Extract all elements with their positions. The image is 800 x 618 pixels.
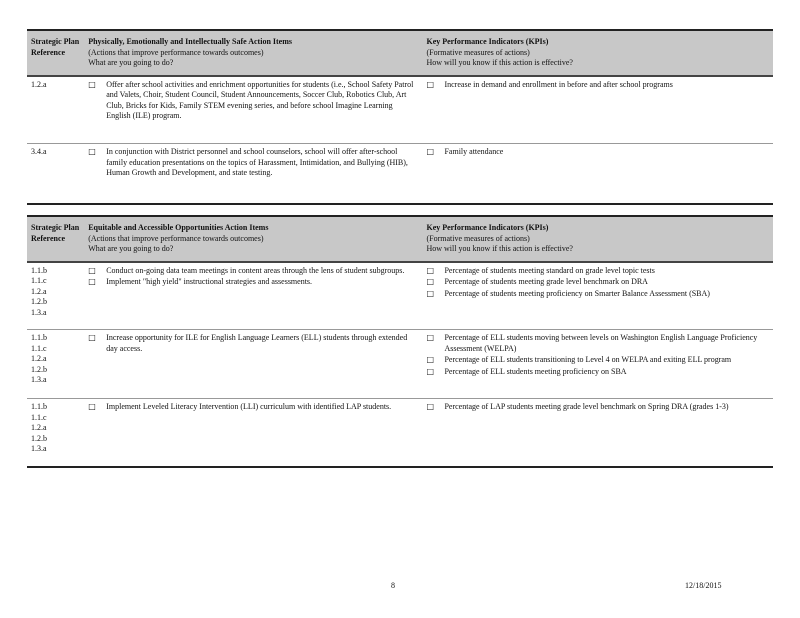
plan-reference: 3.4.a [31,147,47,156]
table-row [27,262,773,330]
header-action-items: Physically, Emotionally and Intellectually Safe Action Items (Actions that improve performance towards outcomes) What are you going to do? [84,30,422,76]
action-cell: □ Increase opportunity for ILE for English Language Learners (ELL) students through extended day access. [88,333,408,353]
header-kpis: Key Performance Indicators (KPIs) (Formative measures of actions) How will you know if this action is effective? [422,30,773,76]
action-cell: □ In conjunction with District personnel and school counselors, school will offer after-school family education presentations on the topics of Harassment, Intimidation, and Bullying (HIB), Human Growth and Development, and state testing. [88,147,408,177]
bullet-box-icon: □ [426,265,435,275]
equitable-action-items-table [27,215,773,468]
action-cell: □ Conduct on-going data team meetings in content areas through the lens of student subgroups. □ Implement "high yield" instructional strategies and assessments. [88,265,405,286]
table-header [27,30,773,76]
page-number: 8 [391,581,395,590]
kpi-cell: □ Percentage of LAP students meeting grade level benchmark on Spring DRA (grades 1-3) [426,402,729,411]
plan-reference: 1.1.b 1.1.c 1.2.a 1.2.b 1.3.a [31,402,47,453]
bullet-box-icon: □ [426,277,435,286]
table-row [27,399,773,467]
bullet-box-icon: □ [88,79,96,89]
safe-action-items-table [27,29,773,205]
header-strategic-plan: Strategic Plan Reference [27,30,84,76]
kpi-cell: □ Family attendance [426,147,504,156]
bullet-box-icon: □ [88,402,96,411]
kpi-cell: □ Percentage of ELL students moving between levels on Washington English Language Proficiency Assessment (WELPA) □ Percentage of ELL students transitioning to Level 4 on WELPA and exiting ELL program □ Percentage of ELL students meeting proficiency on SBA [426,333,758,376]
bullet-box-icon: □ [426,288,435,298]
footer-date: 12/18/2015 [685,581,722,590]
table-row [27,330,773,399]
kpi-cell: □ Percentage of students meeting standard on grade level topic tests □ Percentage of students meeting grade level benchmark on DRA □ Percentage of students meeting proficiency on Smarter Balance Assessment (SBA) [426,265,710,298]
table-header [27,216,773,262]
action-cell: □ Implement Leveled Literacy Intervention (LLI) curriculum with identified LAP students. [88,402,392,411]
action-cell: □ Offer after school activities and enrichment opportunities for students (i.e., School Safety Patrol and Valets, Choir, Student Council, Student Announcements, Soccer Club, Robotics Club, Art Club, Bricks for Kids, Family STEM evening series, and before school Imagine Learning English (ILE) program. [88,79,414,120]
bullet-box-icon: □ [426,366,435,376]
bullet-box-icon: □ [426,333,435,342]
bullet-box-icon: □ [426,147,435,156]
kpi-cell: □ Increase in demand and enrollment in before and after school programs [426,79,673,89]
bullet-box-icon: □ [88,265,96,275]
plan-reference: 1.2.a [31,79,47,89]
plan-reference: 1.1.b 1.1.c 1.2.a 1.2.b 1.3.a [31,333,47,384]
bullet-box-icon: □ [426,402,435,411]
header-strategic-plan: Strategic Plan Reference [27,216,84,262]
bullet-box-icon: □ [88,333,96,342]
plan-reference: 1.1.b 1.1.c 1.2.a 1.2.b 1.3.a [31,265,47,317]
bullet-box-icon: □ [426,79,435,89]
table-row [27,76,773,144]
bullet-box-icon: □ [426,355,435,364]
bullet-box-icon: □ [88,277,96,286]
header-kpis: Key Performance Indicators (KPIs) (Formative measures of actions) How will you know if this action is effective? [422,216,773,262]
header-action-items: Equitable and Accessible Opportunities Action Items (Actions that improve performance towards outcomes) What are you going to do? [84,216,422,262]
table-row [27,144,773,204]
bullet-box-icon: □ [88,147,96,156]
